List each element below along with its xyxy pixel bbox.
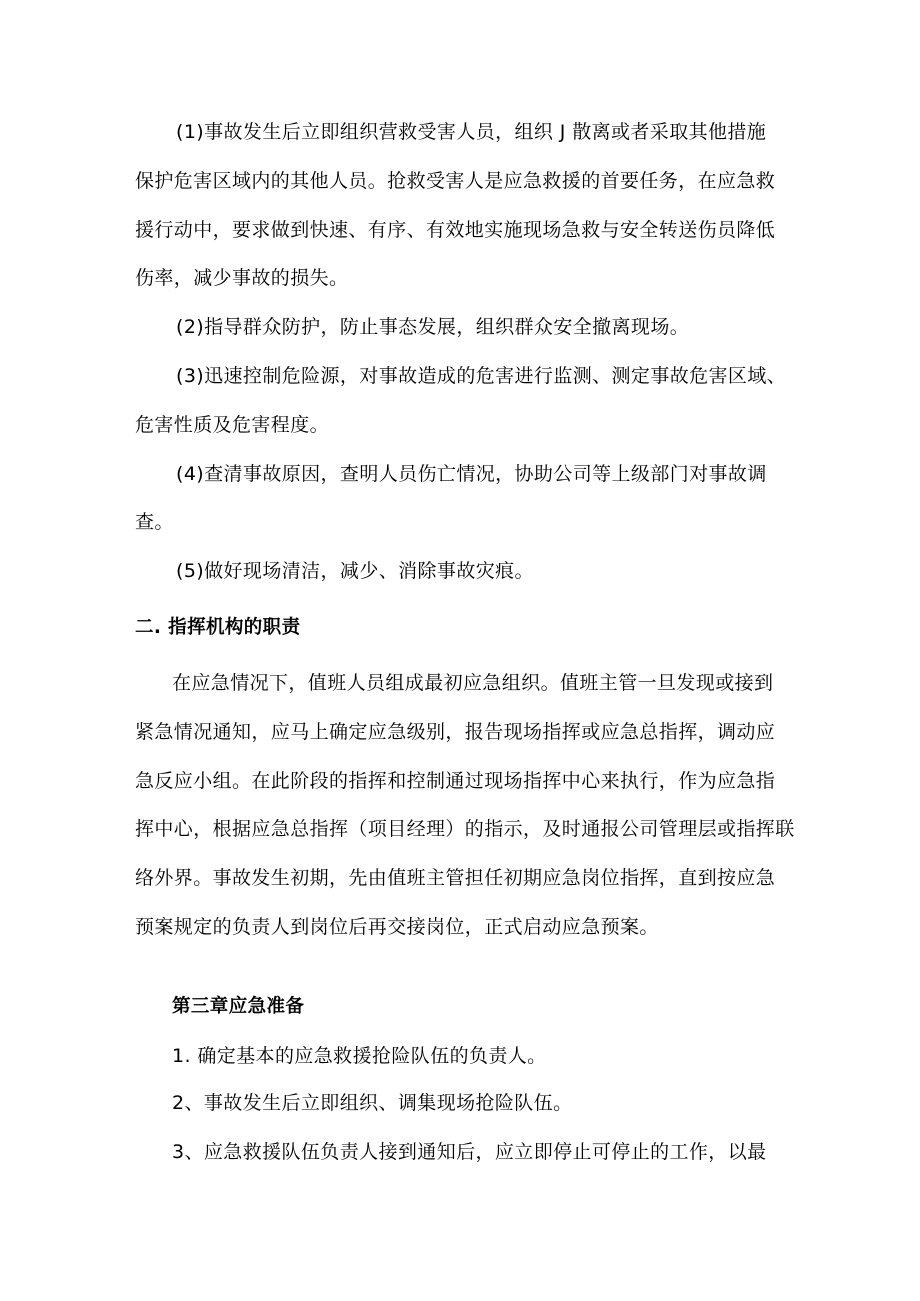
paragraph-line: 紧急情况通知，应马上确定应急级别，报告现场指挥或应急总指挥，调动应 (135, 721, 776, 743)
chapter-heading: 第三章应急准备 (172, 996, 305, 1017)
paragraph-line: 查。 (135, 511, 174, 533)
paragraph-line: 危害性质及危害程度。 (135, 414, 330, 436)
section-heading: 二. 指挥机构的职责 (135, 617, 301, 638)
paragraph-line: (3)迅速控制危险源，对事故造成的危害进行监测、测定事故危害区域、 (176, 365, 787, 387)
paragraph-line: 络外界。事故发生初期，先由值班主管担任初期应急岗位指挥，直到按应急 (135, 867, 776, 889)
paragraph-line: 挥中心，根据应急总指挥（项目经理）的指示，及时通报公司管理层或指挥联 (135, 818, 795, 840)
paragraph-line: 在应急情况下，值班人员组成最初应急组织。值班主管一旦发现或接到 (172, 672, 774, 694)
paragraph-line: (5)做好现场清洁，减少、消除事故灾痕。 (176, 560, 534, 582)
paragraph-line: (1)事故发生后立即组织营救受害人员，组织 J 散离或者采取其他措施 (176, 121, 767, 143)
paragraph-line: (4)查清事故原因，查明人员伤亡情况，协助公司等上级部门对事故调 (176, 463, 767, 485)
paragraph-line: (2)指导群众防护，防止事态发展，组织群众安全撤离现场。 (176, 316, 690, 338)
paragraph-line: 急反应小组。在此阶段的指挥和控制通过现场指挥中心来执行，作为应急指 (135, 770, 776, 792)
list-item-line: 2、事故发生后立即组织、调集现场抢险队伍。 (172, 1092, 573, 1114)
paragraph-line: 预案规定的负责人到岗位后再交接岗位，正式启动应急预案。 (135, 916, 659, 938)
paragraph-line: 保护危害区域内的其他人员。抢救受害人是应急救援的首要任务，在应急救 (135, 170, 776, 192)
list-item-line: 3、应急救援队伍负责人接到通知后，应立即停止可停止的工作，以最 (172, 1141, 767, 1163)
paragraph-line: 伤率，减少事故的损失。 (135, 267, 349, 289)
list-item-line: 1. 确定基本的应急救援抢险队伍的负责人。 (172, 1045, 547, 1067)
paragraph-line: 援行动中，要求做到快速、有序、有效地实施现场急救与安全转送伤员降低 (135, 219, 776, 241)
